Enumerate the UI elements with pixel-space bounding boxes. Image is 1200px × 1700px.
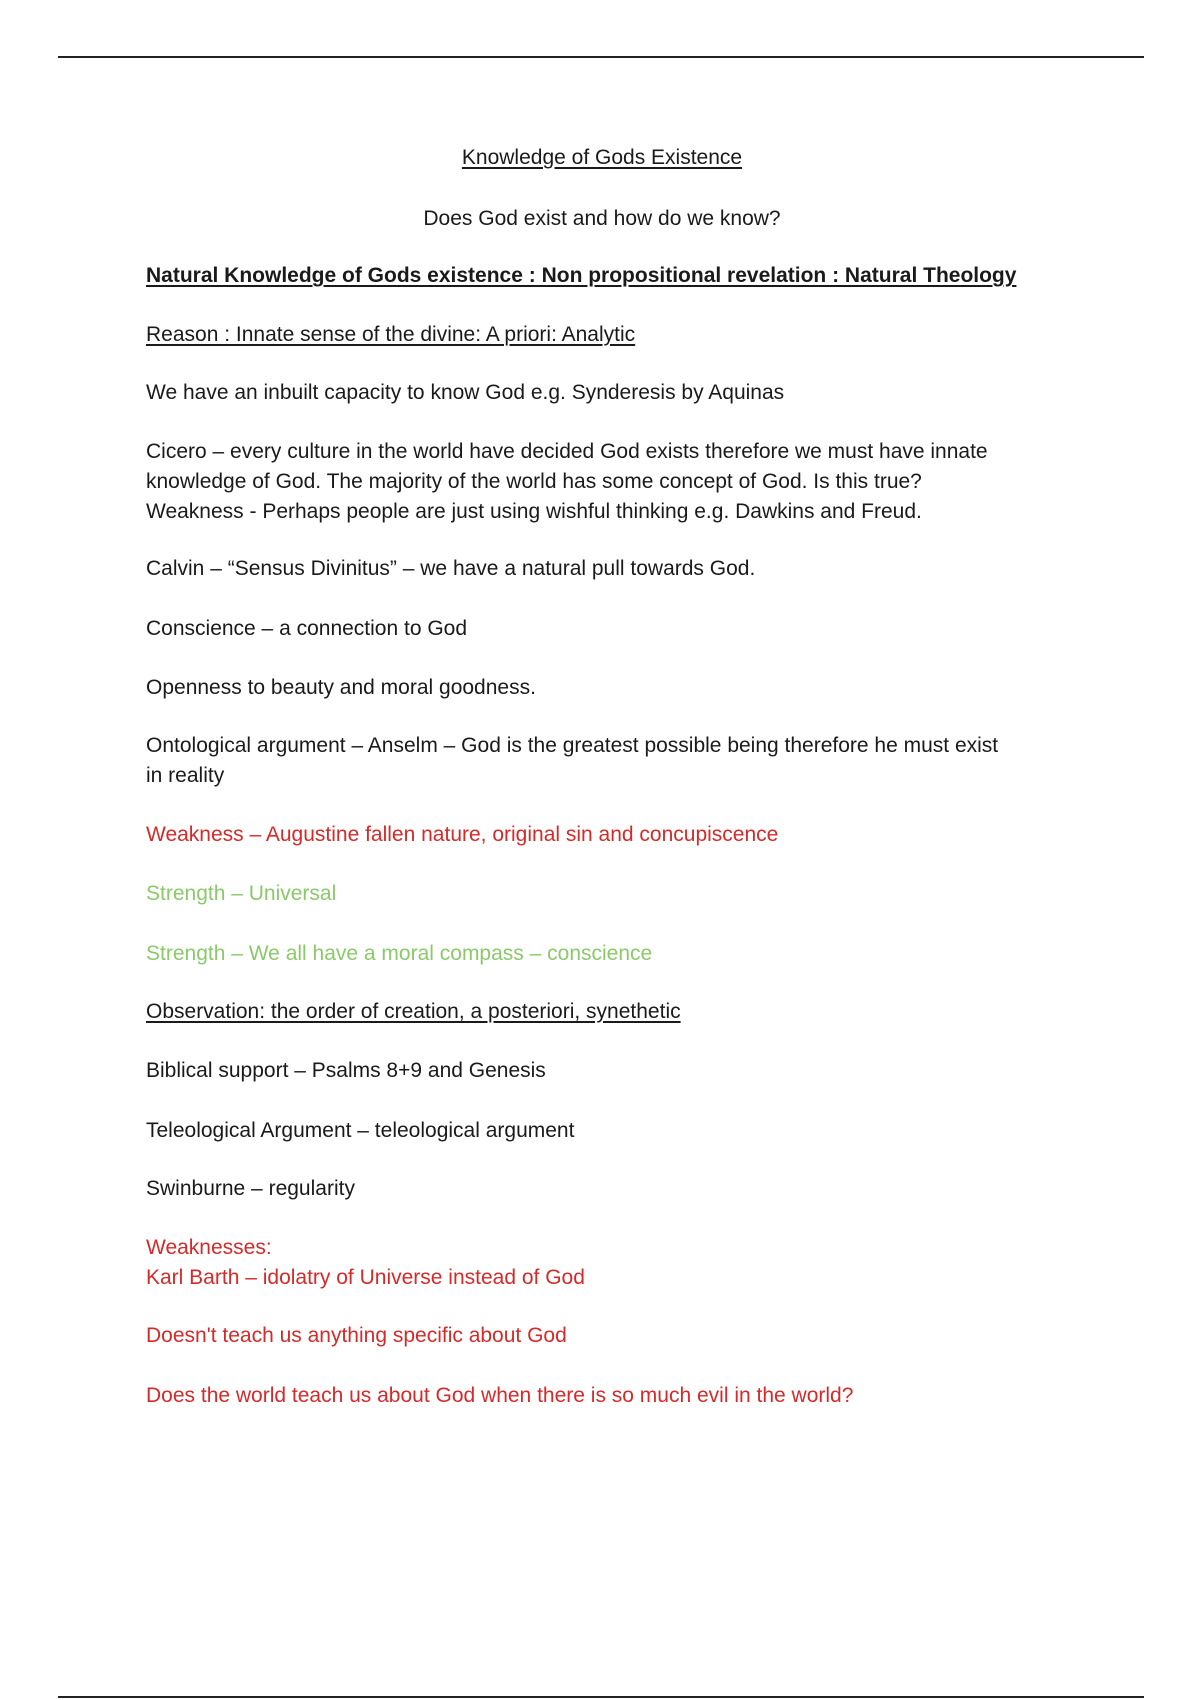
header-rule (58, 56, 1144, 58)
paragraph-cicero (146, 437, 988, 527)
strength-moral-compass: Strength – We all have a moral compass – conscience (146, 942, 653, 965)
section-heading-natural-knowledge: Natural Knowledge of Gods existence : Non propositional revelation : Natural Theology (146, 264, 1017, 287)
cicero-line: Cicero – every culture in the world have decided God exists therefore we must have innate (146, 440, 988, 463)
cicero-line: Weakness - Perhaps people are just using wishful thinking e.g. Dawkins and Freud. (146, 500, 922, 523)
paragraph-teleological: Teleological Argument – teleological argument (146, 1119, 575, 1142)
paragraph-calvin: Calvin – “Sensus Divinitus” – we have a natural pull towards God. (146, 557, 756, 580)
paragraph-inbuilt-capacity: We have an inbuilt capacity to know God e.g. Synderesis by Aquinas (146, 381, 785, 404)
paragraph-ontological (146, 731, 998, 791)
weakness-barth: Karl Barth – idolatry of Universe instead of God (146, 1266, 585, 1289)
subheading-reason: Reason : Innate sense of the divine: A priori: Analytic (146, 323, 636, 346)
weaknesses-block (146, 1233, 585, 1293)
weaknesses-label: Weaknesses: (146, 1236, 272, 1259)
cicero-line: knowledge of God. The majority of the world has some concept of God. Is this true? (146, 470, 922, 493)
paragraph-biblical-support: Biblical support – Psalms 8+9 and Genesis (146, 1059, 546, 1082)
strength-universal: Strength – Universal (146, 882, 337, 905)
ontological-line: Ontological argument – Anselm – God is the greatest possible being therefore he must exist (146, 734, 999, 757)
paragraph-conscience: Conscience – a connection to God (146, 617, 468, 640)
footer-rule (58, 1696, 1144, 1698)
subheading-observation: Observation: the order of creation, a posteriori, synethetic (146, 1000, 681, 1023)
ontological-line: in reality (146, 764, 225, 787)
document-title: Knowledge of Gods Existence (461, 146, 743, 169)
weakness-nothing-specific: Doesn't teach us anything specific about God (146, 1324, 567, 1347)
paragraph-swinburne: Swinburne – regularity (146, 1177, 355, 1200)
paragraph-openness: Openness to beauty and moral goodness. (146, 676, 536, 699)
weakness-evil-question: Does the world teach us about God when there is so much evil in the world? (146, 1384, 854, 1407)
document-subtitle: Does God exist and how do we know? (423, 207, 781, 230)
weakness-augustine: Weakness – Augustine fallen nature, original sin and concupiscence (146, 823, 779, 846)
